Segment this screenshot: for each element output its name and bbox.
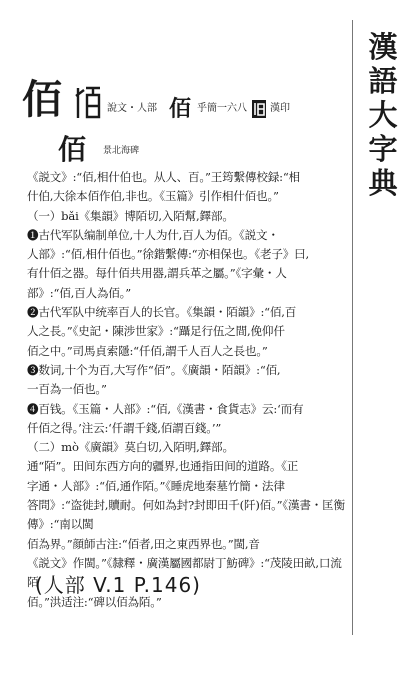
title-char: 語 (368, 64, 398, 98)
title-char: 典 (368, 166, 398, 200)
body-line: 仟佰之得。’注云:‘仟謂千錢,佰謂百錢。’” (27, 420, 222, 435)
body-line: 《説文》作閩。”《隸釋・廣漢屬國都尉丁魴碑》:“茂陵田畝,口流陌 (27, 555, 342, 590)
handwritten-note: (人部 V.1 P.146) (35, 573, 201, 597)
entry-head-character: 佰 (22, 76, 62, 123)
body-line: 佰。”洪适注:“碑以佰為陌。” (27, 594, 162, 609)
variant-glyph-stele: 佰 (58, 133, 87, 166)
body-line: ❸数词,十个为百,大写作“佰”。《廣韻・陌韻》:“佰, (27, 362, 281, 377)
title-char: 漢 (368, 30, 398, 64)
body-line: ❶古代军队编制单位,十人为什,百人为佰。《説文・ (27, 227, 279, 242)
body-line: 答問》:“盗徙封,贖耐。何如為封?封即田千(阡)佰。”《漢書・匡衡傳》:“南以閩 (27, 498, 345, 532)
body-line: （二）mò《廣韻》莫白切,入陌明,鐸部。 (27, 440, 234, 455)
title-char: 大 (368, 98, 398, 132)
variant-glyph-bamboo: 佰 (169, 96, 192, 122)
body-line: （一）bǎi《集韻》博陌切,入陌幫,鐸部。 (27, 208, 234, 223)
body-line: 佰之中。”司馬貞索隱:“仟佰,謂千人百人之長也。” (27, 343, 268, 358)
body-line: 人之長。”《史記・陳涉世家》:“躡足行伍之間,俛仰仟 (27, 324, 285, 339)
body-line: 字通・人部》:“佰,通作陌。”《睡虎地秦墓竹簡・法律 (27, 478, 285, 493)
variant-label-stele: 景北海碑 (103, 146, 140, 156)
margin-rule (352, 20, 353, 635)
entry-body (27, 168, 345, 612)
body-line: ❹百钱。《玉篇・人部》:“佰,《漢書・食貨志》云:‘而有 (27, 401, 304, 416)
title-char: 字 (368, 132, 398, 166)
dictionary-title (366, 30, 400, 200)
seal-stamp-glyph (251, 99, 267, 119)
body-line: 《説文》:“佰,相什伯也。从人、百。”王筠繫傳校録:“相 (27, 170, 300, 184)
variant-label-shuowen: 說文・人部 (107, 103, 157, 114)
variant-label-seal: 漢印 (270, 103, 290, 114)
body-line: 部》:“佰,百人為佰。” (27, 285, 131, 300)
body-line: ❷古代军队中统率百人的长官。《集韻・陌韻》:“佰,百 (27, 305, 297, 320)
seal-script-glyph (74, 82, 102, 122)
body-line: 什伯,大徐本佰作伯,非也。《玉篇》引作相什佰也。” (27, 189, 279, 204)
body-line: 有什佰之器。每什佰共用器,謂兵革之屬。”《字彙・人 (27, 266, 287, 281)
body-line: 佰為界。”顔師古注:“佰者,田之東西界也。”閩,音 (27, 536, 260, 551)
body-line: 通“陌”。田间东西方向的疆界,也通指田间的道路。《正 (27, 459, 299, 474)
variant-label-bamboo: 乎簡一六八 (197, 103, 247, 114)
body-line: 人部》:“佰,相什佰也。”徐鍇繫傳:“亦相保也。《老子》曰, (27, 247, 310, 262)
body-line: 一百為一佰也。” (27, 382, 107, 397)
